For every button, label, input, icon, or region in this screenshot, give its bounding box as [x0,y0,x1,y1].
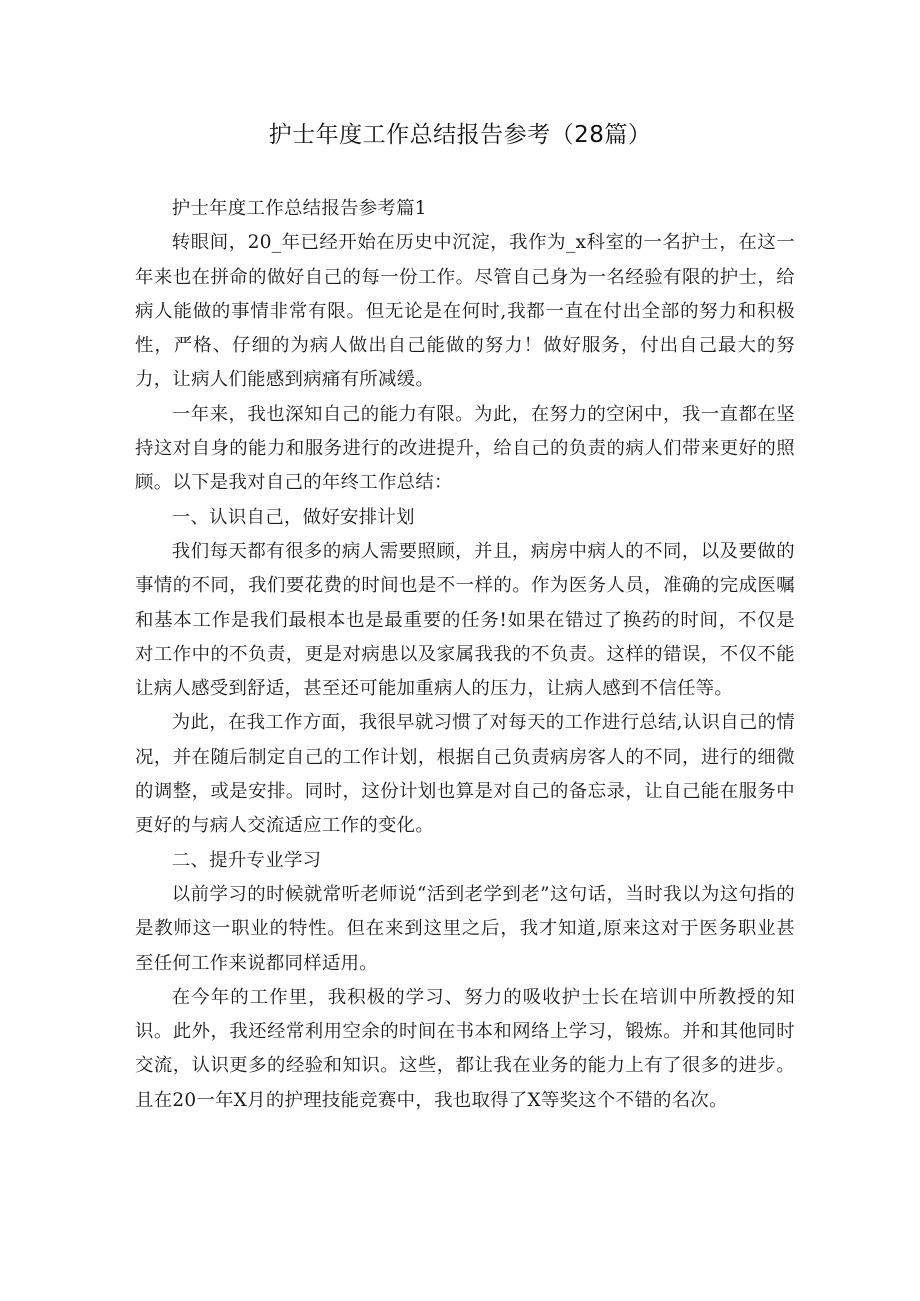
document-title: 护士年度工作总结报告参考（28篇） [268,122,652,148]
document-body [135,192,795,1118]
paragraph: 转眼间，20_年已经开始在历史中沉淀，我作为_x科室的一名护士，在这一年来也在拼命的做好自己的每一份工作。尽管自己身为一名经验有限的护士，给病人能做的事情非常有限。但无论是在何时,我都一直在付出全部的努力和积极性，严格、仔细的为病人做出自己能做的努力！做好服务，付出自己最大的努力，让病人们能感到病痛有所减缓。 [135,232,795,391]
paragraph: 一年来，我也深知自己的能力有限。为此，在努力的空闲中，我一直都在坚持这对自身的能力和服务进行的改进提升，给自己的负责的病人们带来更好的照顾。以下是我对自己的年终工作总结： [135,403,795,494]
subheading: 一、认识自己，做好安排计划 [171,506,415,528]
section-title: 护士年度工作总结报告参考篇1 [171,198,427,219]
paragraph: 为此，在我工作方面，我很早就习惯了对每天的工作进行总结,认识自己的情况，并在随后制定自己的工作计划，根据自己负责病房客人的不同，进行的细微的调整，或是安排。同时，这份计划也算是对自己的备忘录，让自己能在服务中更好的与病人交流适应工作的变化。 [135,712,795,837]
subheading: 二、提升专业学习 [171,849,322,871]
paragraph: 我们每天都有很多的病人需要照顾，并且，病房中病人的不同，以及要做的事情的不同，我们要花费的时间也是不一样的。作为医务人员，准确的完成医嘱和基本工作是我们最根本也是最重要的任务!如果在错过了换药的时间，不仅是对工作中的不负责，更是对病患以及家属我我的不负责。这样的错误，不仅不能让病人感受到舒适，甚至还可能加重病人的压力，让病人感到不信任等。 [135,540,795,700]
paragraph: 以前学习的时候就常听老师说“活到老学到老”这句话，当时我以为这句指的是教师这一职业的特性。但在来到这里之后，我才知道,原来这对于医务职业甚至任何工作来说都同样适用。 [135,883,795,974]
paragraph: 在今年的工作里，我积极的学习、努力的吸收护士长在培训中所教授的知识。此外，我还经常利用空余的时间在书本和网络上学习，锻炼。并和其他同时交流，认识更多的经验和知识。这些，都让我在业务的能力上有了很多的进步。且在20一年X月的护理技能竞赛中，我也取得了X等奖这个不错的名次。 [135,986,795,1111]
